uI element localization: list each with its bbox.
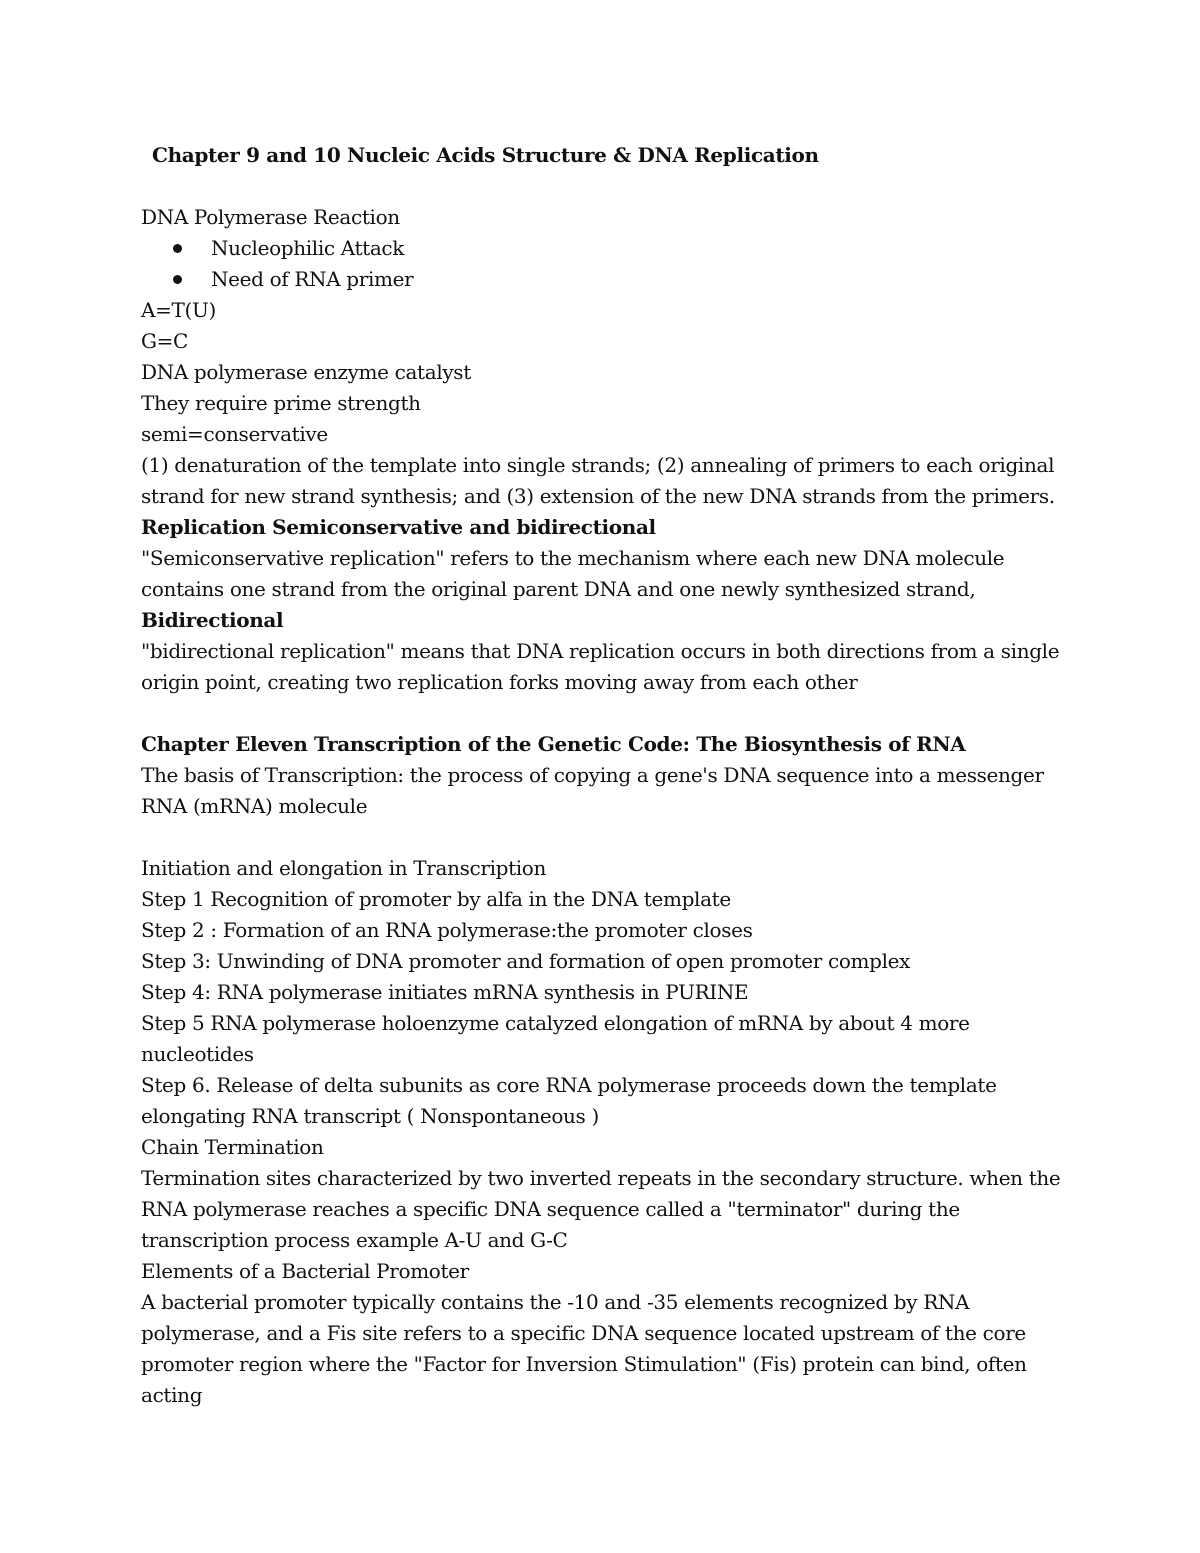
- step-5: Step 5 RNA polymerase holoenzyme catalyzed elongation of mRNA by about 4 more nucleotides: [141, 1011, 970, 1066]
- bullet-text: Need of RNA primer: [211, 267, 414, 291]
- catalyst-line: DNA polymerase enzyme catalyst: [141, 360, 471, 384]
- prime-line: They require prime strength: [141, 391, 421, 415]
- step-4: Step 4: RNA polymerase initiates mRNA synthesis in PURINE: [141, 980, 749, 1004]
- list-item: [141, 264, 1071, 295]
- document-body: [141, 140, 1071, 1411]
- polymerase-bullet-list: [141, 233, 1071, 295]
- bullet-text: Nucleophilic Attack: [211, 236, 405, 260]
- initiation-heading: Initiation and elongation in Transcription: [141, 856, 547, 880]
- bullet-icon: [173, 244, 182, 253]
- list-item: [141, 233, 1071, 264]
- polymerase-heading: DNA Polymerase Reaction: [141, 205, 400, 229]
- termination-paragraph: Termination sites characterized by two inverted repeats in the secondary structure. when the RNA polymerase reaches a specific DNA sequence called a "terminator" during the transcription process example A-U and G-C: [141, 1166, 1061, 1252]
- base-pair-gc: G=C: [141, 329, 188, 353]
- semiconservative-line: semi=conservative: [141, 422, 328, 446]
- base-pair-at: A=T(U): [141, 298, 216, 322]
- blank-line: [141, 822, 1071, 853]
- step-6: Step 6. Release of delta subunits as core RNA polymerase proceeds down the template elongating RNA transcript ( Nonspontaneous ): [141, 1073, 997, 1128]
- bidirectional-heading: Bidirectional: [141, 608, 284, 632]
- promoter-elements-heading: Elements of a Bacterial Promoter: [141, 1259, 469, 1283]
- step-3: Step 3: Unwinding of DNA promoter and formation of open promoter complex: [141, 949, 911, 973]
- blank-line: [141, 698, 1071, 729]
- bullet-icon: [173, 275, 182, 284]
- semiconservative-definition: "Semiconservative replication" refers to the mechanism where each new DNA molecule contains one strand from the original parent DNA and one newly synthesized strand,: [141, 546, 1005, 601]
- transcription-basis: The basis of Transcription: the process of copying a gene's DNA sequence into a messenger RNA (mRNA) molecule: [141, 763, 1044, 818]
- chapter-eleven-heading: Chapter Eleven Transcription of the Genetic Code: The Biosynthesis of RNA: [141, 732, 966, 756]
- step-1: Step 1 Recognition of promoter by alfa in the DNA template: [141, 887, 731, 911]
- promoter-paragraph: A bacterial promoter typically contains the -10 and -35 elements recognized by RNA polymerase, and a Fis site refers to a specific DNA sequence located upstream of the core promoter region where the "Factor for Inversion Stimulation" (Fis) protein can bind, often acting: [141, 1290, 1027, 1407]
- replication-steps-paragraph: (1) denaturation of the template into single strands; (2) annealing of primers to each original strand for new strand synthesis; and (3) extension of the new DNA strands from the primers.: [141, 453, 1055, 508]
- chain-termination-heading: Chain Termination: [141, 1135, 324, 1159]
- replication-heading: Replication Semiconservative and bidirectional: [141, 515, 656, 539]
- bidirectional-definition: "bidirectional replication" means that DNA replication occurs in both directions from a single origin point, creating two replication forks moving away from each other: [141, 639, 1060, 694]
- step-2: Step 2 : Formation of an RNA polymerase:the promoter closes: [141, 918, 753, 942]
- page-title: Chapter 9 and 10 Nucleic Acids Structure & DNA Replication: [152, 143, 819, 167]
